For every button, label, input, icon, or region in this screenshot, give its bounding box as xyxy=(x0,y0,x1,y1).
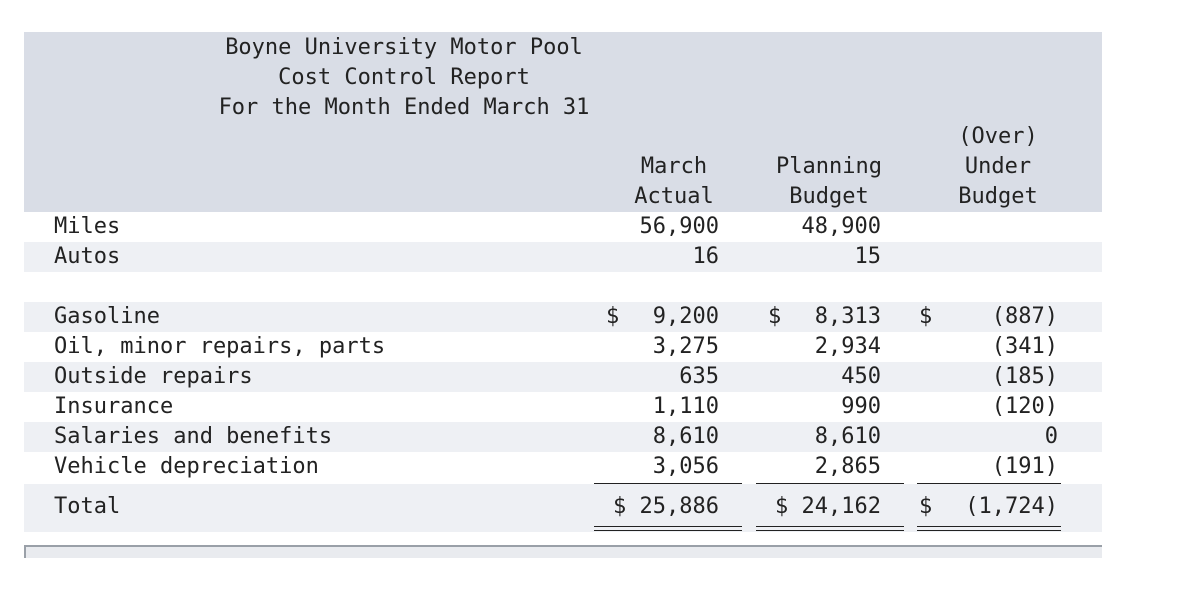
horizontal-scrollbar[interactable] xyxy=(24,545,1102,558)
variance-value: (185) xyxy=(991,364,1058,389)
actual-value: 16 xyxy=(692,244,719,269)
actual-dollar-sign: $ xyxy=(606,304,620,329)
total-double-rule xyxy=(594,530,742,531)
row-label: Outside repairs xyxy=(54,364,253,389)
subtotal-rule xyxy=(594,483,742,484)
variance-value: (341) xyxy=(991,334,1058,359)
budget-value: 48,900 xyxy=(801,214,881,239)
total-double-rule xyxy=(756,530,904,531)
total-row xyxy=(24,492,1102,522)
col-variance-head-3: Budget xyxy=(958,184,1038,209)
row-label: Salaries and benefits xyxy=(54,424,333,449)
table-row xyxy=(24,392,1102,422)
budget-value: 990 xyxy=(841,394,881,419)
table-row xyxy=(24,332,1102,362)
actual-value: 635 xyxy=(679,364,719,389)
actual-value: 3,056 xyxy=(652,454,719,479)
subtotal-rule xyxy=(756,483,904,484)
actual-value: 3,275 xyxy=(652,334,719,359)
actual-value: 1,110 xyxy=(652,394,719,419)
budget-value: 450 xyxy=(841,364,881,389)
row-label: Oil, minor repairs, parts xyxy=(54,334,386,359)
table-row xyxy=(24,452,1102,482)
actual-value: 9,200 xyxy=(652,304,719,329)
report-header xyxy=(24,32,1102,212)
row-label: Gasoline xyxy=(54,304,160,329)
total-variance-dollar-sign: $ xyxy=(919,494,933,519)
budget-value: 8,313 xyxy=(814,304,881,329)
budget-value: 2,865 xyxy=(814,454,881,479)
total-budget: $ 24,162 xyxy=(775,494,881,519)
row-label: Vehicle depreciation xyxy=(54,454,319,479)
variance-value: 0 xyxy=(1044,424,1058,449)
total-variance: (1,724) xyxy=(965,494,1058,519)
col-variance-head-2: Under xyxy=(964,154,1032,179)
report-title-line-3: For the Month Ended March 31 xyxy=(218,95,590,120)
total-double-rule xyxy=(756,526,904,527)
budget-value: 8,610 xyxy=(814,424,881,449)
report-title-line-2: Cost Control Report xyxy=(278,65,530,90)
total-label: Total xyxy=(54,494,121,519)
variance-value: (191) xyxy=(991,454,1058,479)
col-variance-head-1: (Over) xyxy=(958,124,1038,149)
variance-value: (887) xyxy=(991,304,1058,329)
variance-value: (120) xyxy=(991,394,1058,419)
table-row xyxy=(24,422,1102,452)
col-budget-head-2: Budget xyxy=(789,184,869,209)
budget-value: 2,934 xyxy=(814,334,881,359)
cost-control-report xyxy=(24,32,1102,532)
variance-dollar-sign: $ xyxy=(919,304,933,329)
col-budget-head-1: Planning xyxy=(776,154,882,179)
total-double-rule xyxy=(917,530,1061,531)
actual-value: 8,610 xyxy=(652,424,719,449)
report-title-line-1: Boyne University Motor Pool xyxy=(225,35,583,60)
total-double-rule xyxy=(594,526,742,527)
actual-value: 56,900 xyxy=(639,214,719,239)
row-label: Autos xyxy=(54,244,121,269)
total-actual: $ 25,886 xyxy=(613,494,719,519)
total-double-rule xyxy=(917,526,1061,527)
budget-dollar-sign: $ xyxy=(768,304,782,329)
table-row xyxy=(24,212,1102,242)
col-actual-head-2: Actual xyxy=(634,184,714,209)
row-label: Insurance xyxy=(54,394,174,419)
table-row xyxy=(24,302,1102,332)
table-row xyxy=(24,242,1102,272)
table-row xyxy=(24,362,1102,392)
row-label: Miles xyxy=(54,214,121,239)
col-actual-head-1: March xyxy=(640,154,708,179)
budget-value: 15 xyxy=(854,244,881,269)
subtotal-rule xyxy=(917,483,1061,484)
